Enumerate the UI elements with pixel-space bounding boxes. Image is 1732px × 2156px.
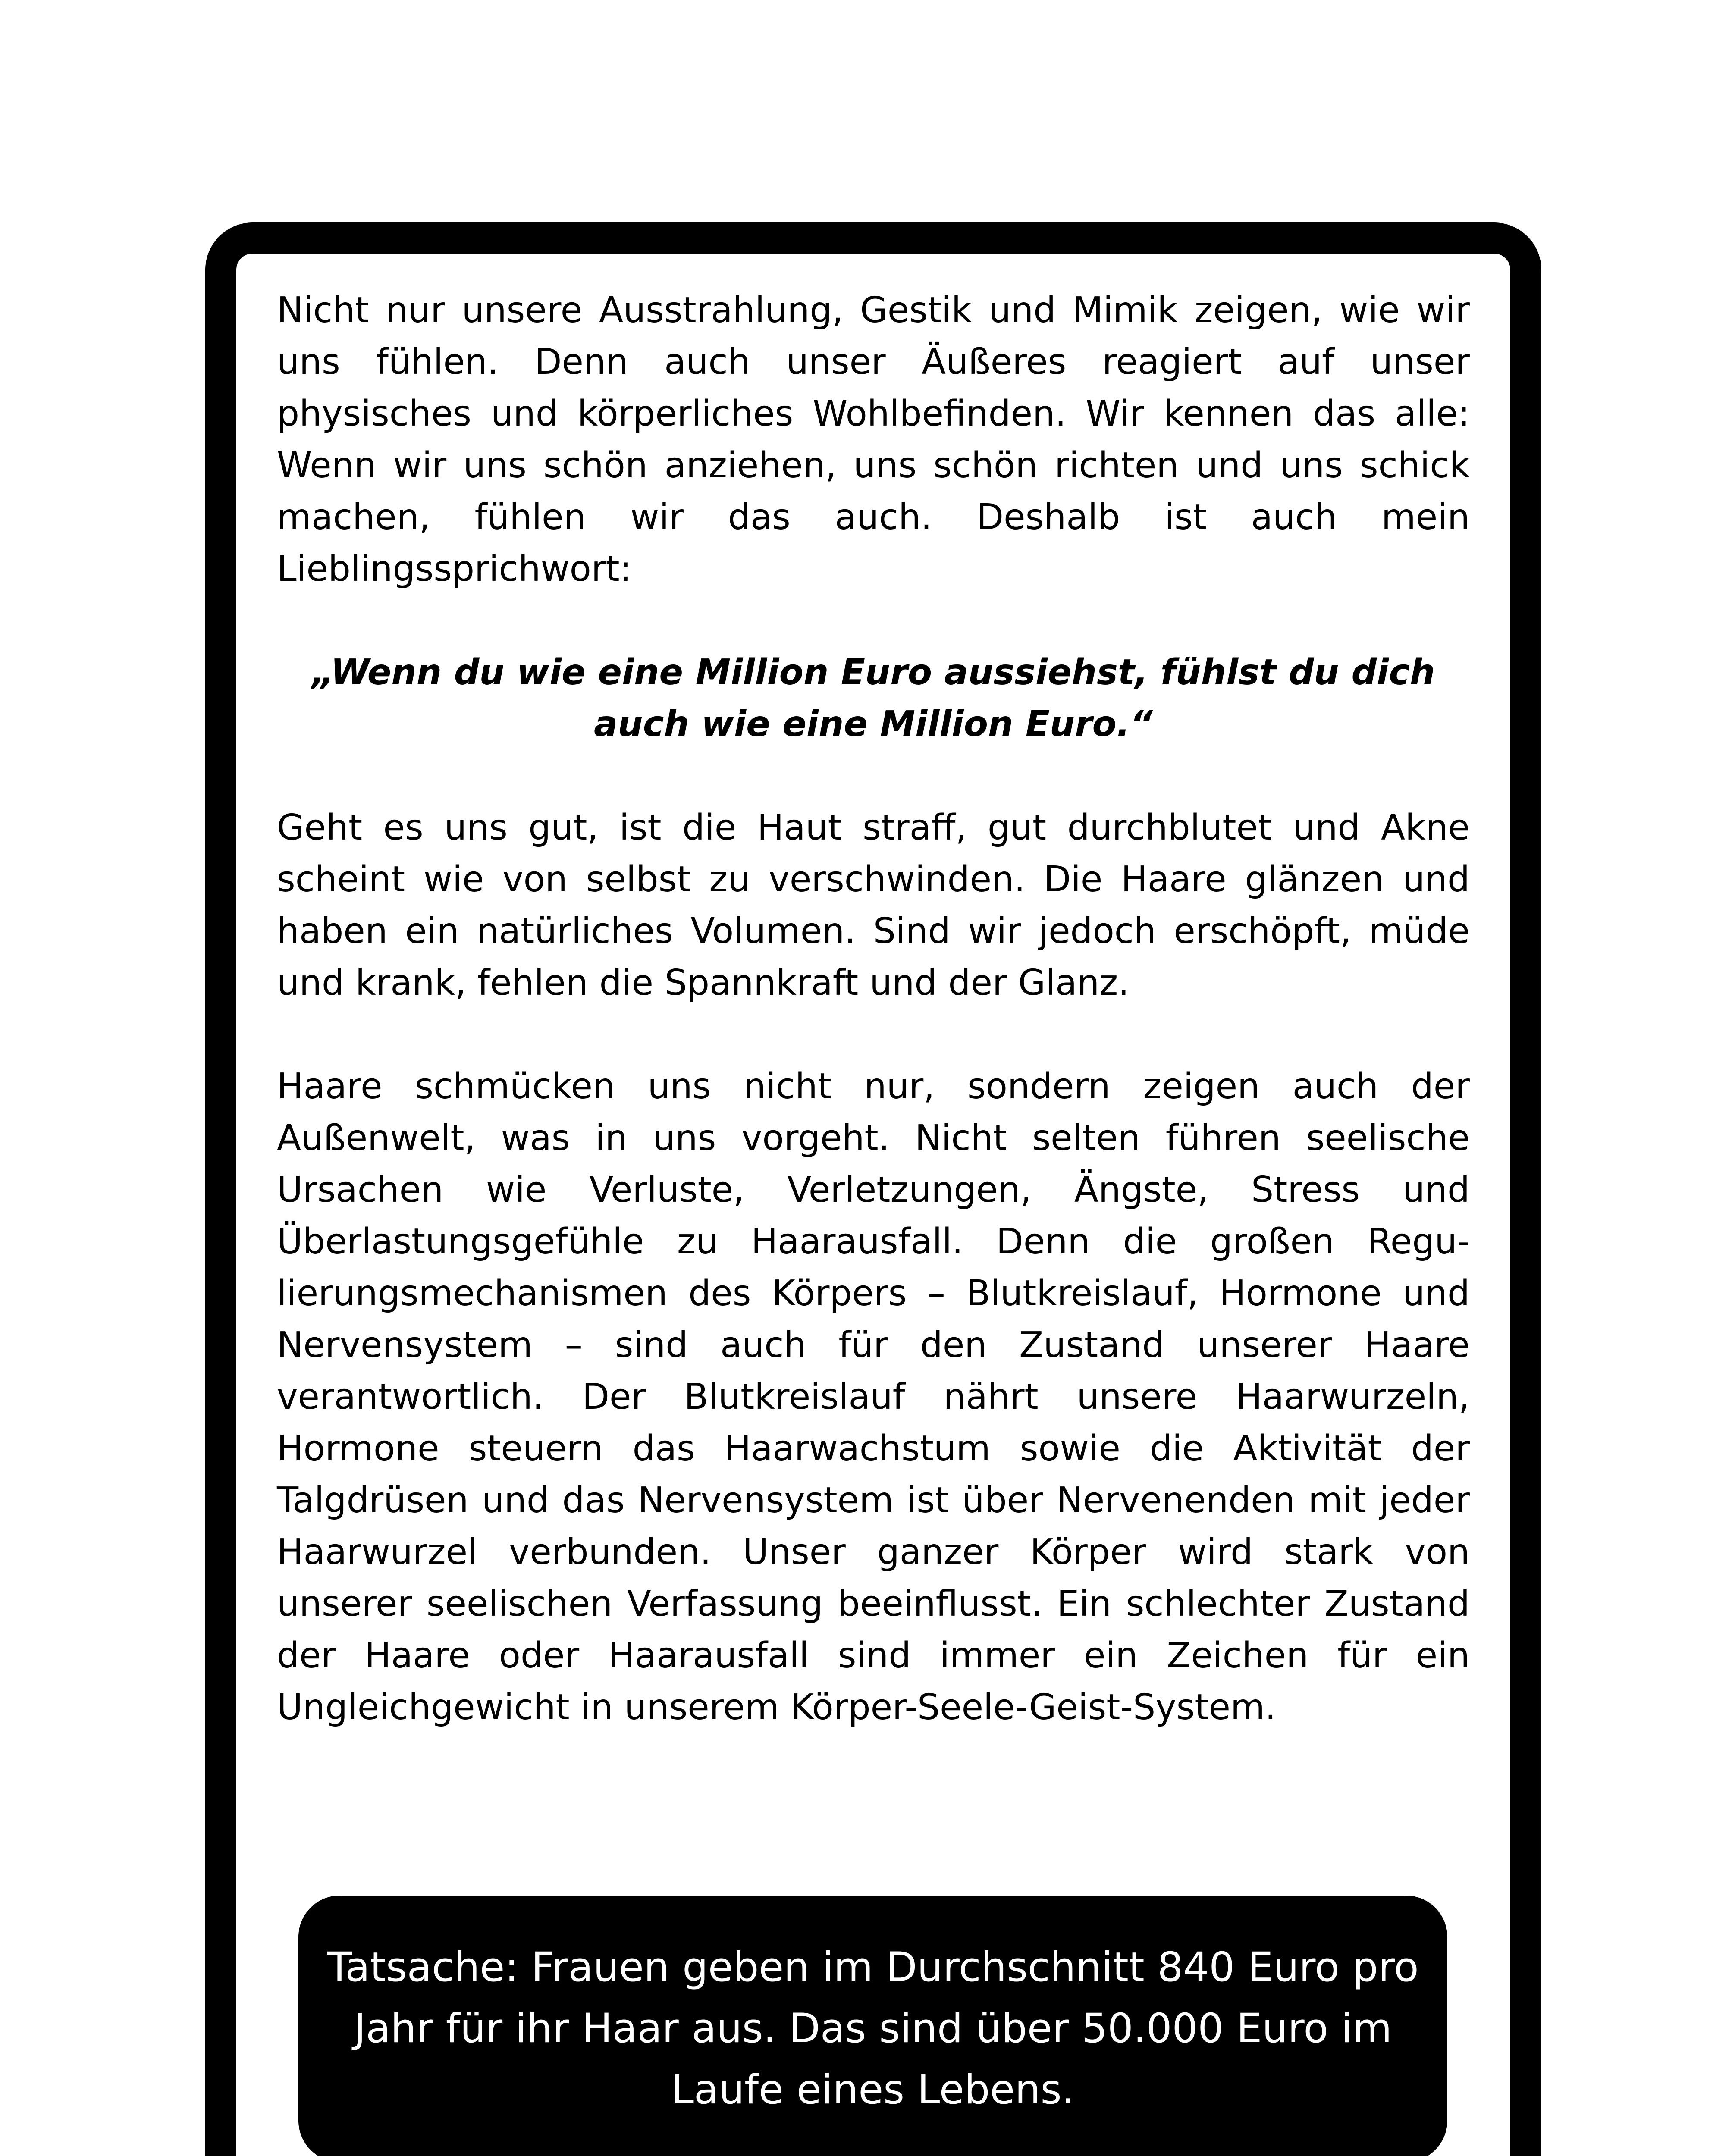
paragraph-hair-loss: Haare schmücken uns nicht nur, sondern zeigen auch der Außenwelt, was in uns vorgeht. Nicht selten führen seelische Ursachen wie Verluste, Verletzungen, Ängste, Stress und Überlastungsgefühle zu Haarausfall. Denn die großen Regulierungsmechanismen des Körpers – Blutkreislauf, Hormone und Nervensystem – sind auch für den Zustand unserer Haare verantwortlich. Der Blutkreislauf nährt unsere Haarwurzeln, Hormone steuern das Haarwachstum sowie die Aktivität der Talgdrüsen und das Nervensystem ist über Nervenenden mit jeder Haarwurzel verbunden. Unser ganzer Körper wird stark von unserer seelischen Verfassung beeinflusst. Ein schlechter Zustand der Haare oder Haarausfall sind immer ein Zeichen für ein Ungleichgewicht in unserem Körper-Seele-Geist-System. (277, 1066, 1470, 1728)
quote: „Wenn du wie eine Million Euro aussiehst, fühlst du dich auch wie eine Million Euro.“ (311, 652, 1435, 745)
fact-text: Tatsache: Frauen geben im Durchschnitt 840 Euro pro Jahr für ihr Haar aus. Das sind über 50.000 Euro im Laufe eines Lebens. (327, 1944, 1419, 2113)
spacer (277, 1009, 1470, 1061)
page-content (277, 285, 1470, 1733)
paragraph-intro: Nicht nur unsere Ausstrahlung, Gestik und Mimik zeigen, wie wir uns fühlen. Denn auch unser Äußeres reagiert auf unser physisches und körperliches Wohlbefinden. Wir kennen das alle: Wenn wir uns schön anziehen, uns schön richten und uns schick machen, fühlen wir das auch. Deshalb ist auch mein Lieblingssprichwort: (277, 290, 1470, 589)
spacer (277, 595, 1470, 647)
fact-box (298, 1896, 1447, 2156)
spacer (277, 750, 1470, 802)
paragraph-skin-hair: Geht es uns gut, ist die Haut straff, gut durchblutet und Akne scheint wie von selbst zu verschwinden. Die Haare glänzen und haben ein natürliches Volumen. Sind wir jedoch erschöpft, müde und krank, fehlen die Spannkraft und der Glanz. (277, 807, 1470, 1003)
